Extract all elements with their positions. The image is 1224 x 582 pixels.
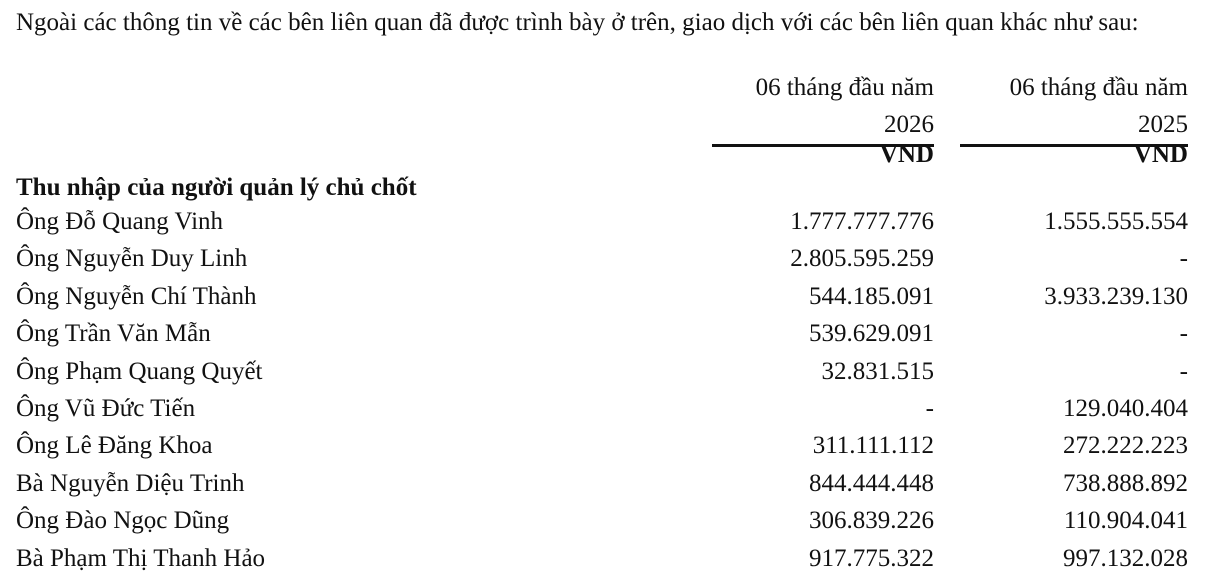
column-header-year: 2026 — [884, 111, 934, 138]
value-2025: 3.933.239.130 — [1044, 282, 1188, 310]
value-2026: 306.839.226 — [809, 507, 934, 535]
intro-paragraph: Ngoài các thông tin về các bên liên quan đã được trình bày ở trên, giao dịch với các bên liên quan khác như sau: — [16, 9, 1139, 36]
value-2025: - — [1179, 245, 1188, 273]
column-header-2026 — [712, 69, 934, 147]
value-2026: 539.629.091 — [809, 320, 934, 348]
table-row — [16, 205, 1190, 242]
income-table — [16, 205, 1190, 579]
person-name: Bà Phạm Thị Thanh Hảo — [16, 544, 266, 572]
table-row — [16, 504, 1190, 541]
table-row — [16, 392, 1190, 429]
table-row — [16, 317, 1190, 354]
value-2025: - — [1179, 320, 1188, 348]
person-name: Ông Đào Ngọc Dũng — [16, 507, 230, 535]
value-2026: 844.444.448 — [809, 469, 934, 497]
column-header-line1: 06 tháng đầu năm — [755, 74, 934, 101]
person-name: Ông Trần Văn Mẫn — [16, 320, 211, 348]
column-header-2025 — [960, 69, 1188, 147]
value-2026: 2.805.595.259 — [790, 245, 934, 273]
value-2026: - — [925, 394, 934, 422]
table-row — [16, 280, 1190, 317]
value-2025: 272.222.223 — [1063, 432, 1188, 460]
section-title: Thu nhập của người quản lý chủ chốt — [16, 174, 417, 201]
person-name: Bà Nguyễn Diệu Trinh — [16, 469, 245, 497]
table-row — [16, 542, 1190, 579]
value-2026: 544.185.091 — [809, 282, 934, 310]
person-name: Ông Nguyễn Duy Linh — [16, 245, 248, 273]
value-2025: - — [1179, 357, 1188, 385]
value-2025: 997.132.028 — [1063, 544, 1188, 572]
table-row — [16, 429, 1190, 466]
table-row — [16, 355, 1190, 392]
value-2025: 738.888.892 — [1063, 469, 1188, 497]
value-2026: 917.775.322 — [809, 544, 934, 572]
column-header-year: 2025 — [1138, 111, 1188, 138]
unit-label-2026: VND — [879, 141, 934, 168]
value-2025: 110.904.041 — [1063, 507, 1188, 535]
person-name: Ông Lê Đăng Khoa — [16, 432, 213, 460]
person-name: Ông Đỗ Quang Vinh — [16, 208, 224, 235]
unit-label-2025: VND — [1133, 141, 1188, 168]
table-row — [16, 467, 1190, 504]
table-row — [16, 242, 1190, 279]
value-2025: 1.555.555.554 — [1044, 208, 1188, 235]
person-name: Ông Phạm Quang Quyết — [16, 357, 263, 385]
value-2025: 129.040.404 — [1063, 394, 1188, 422]
person-name: Ông Nguyễn Chí Thành — [16, 282, 257, 310]
column-header-line1: 06 tháng đầu năm — [1009, 74, 1188, 101]
value-2026: 311.111.112 — [812, 432, 934, 460]
value-2026: 32.831.515 — [821, 357, 934, 385]
value-2026: 1.777.777.776 — [790, 208, 934, 235]
person-name: Ông Vũ Đức Tiến — [16, 394, 196, 422]
